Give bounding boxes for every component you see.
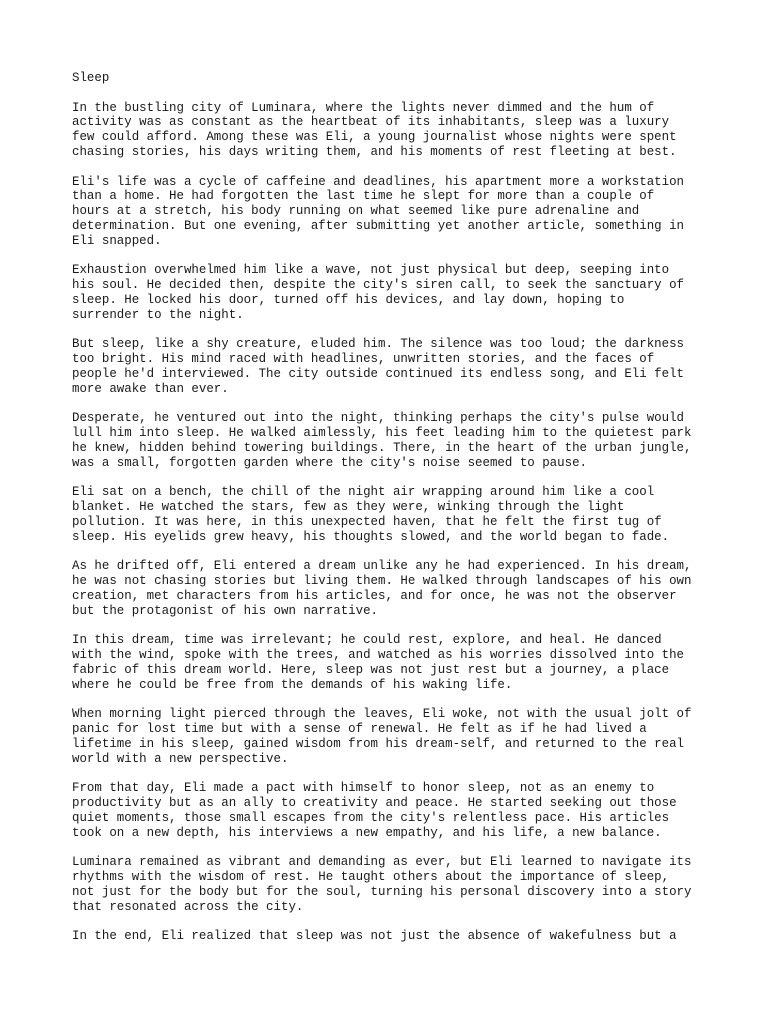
text-line: but the protagonist of his own narrative. [72, 603, 379, 618]
text-line: blanket. He watched the stars, few as they were, winking through the light [72, 500, 625, 515]
document-title: Sleep [72, 71, 110, 85]
text-line: more awake than ever. [72, 381, 229, 396]
text-line: hours at a stretch, his body running on what seemed like pure adrenaline and [72, 204, 640, 219]
text-line: Desperate, he ventured out into the night, thinking perhaps the city's pulse would [72, 411, 685, 426]
text-line: where he could be free from the demands of his waking life. [72, 677, 513, 692]
document-page [72, 71, 712, 959]
paragraph [72, 707, 712, 766]
text-line: he was not chasing stories but living them. He walked through landscapes of his own [72, 574, 692, 589]
paragraph [72, 175, 712, 249]
text-line: surrender to the night. [72, 307, 244, 322]
text-line: As he drifted off, Eli entered a dream unlike any he had experienced. In his dream, [72, 559, 692, 574]
text-line: took on a new depth, his interviews a new empathy, and his life, a new balance. [72, 825, 662, 840]
text-line: When morning light pierced through the leaves, Eli woke, not with the usual jolt of [72, 707, 692, 722]
paragraph [72, 781, 712, 840]
text-line: Exhaustion overwhelmed him like a wave, not just physical but deep, seeping into [72, 263, 670, 278]
text-line: his soul. He decided then, despite the city's siren call, to seek the sanctuary of [72, 278, 685, 293]
text-line: fabric of this dream world. Here, sleep was not just rest but a journey, a place [72, 662, 670, 677]
text-line: not just for the body but for the soul, turning his personal discovery into a story [72, 884, 692, 899]
text-line: But sleep, like a shy creature, eluded him. The silence was too loud; the darkness [72, 337, 685, 352]
paragraph [72, 559, 712, 618]
text-line: productivity but as an ally to creativity and peace. He started seeking out those [72, 796, 677, 811]
paragraph [72, 101, 712, 160]
text-line: he knew, hidden behind towering buildings. There, in the heart of the urban jungle, [72, 440, 692, 455]
text-line: people he'd interviewed. The city outside continued its endless song, and Eli felt [72, 366, 685, 381]
text-line: than a home. He had forgotten the last time he slept for more than a couple of [72, 189, 655, 204]
text-line: From that day, Eli made a pact with himself to honor sleep, not as an enemy to [72, 781, 655, 796]
paragraph [72, 633, 712, 692]
document-body [72, 101, 712, 944]
text-line: pollution. It was here, in this unexpected haven, that he felt the first tug of [72, 514, 662, 529]
text-line: In the end, Eli realized that sleep was not just the absence of wakefulness but a [72, 929, 677, 944]
text-line: sleep. He locked his door, turned off his devices, and lay down, hoping to [72, 292, 625, 307]
paragraph [72, 855, 712, 914]
text-line: that resonated across the city. [72, 899, 304, 914]
text-line: world with a new perspective. [72, 751, 289, 766]
text-line: quiet moments, those small escapes from the city's relentless pace. His articles [72, 810, 670, 825]
text-line: In this dream, time was irrelevant; he could rest, explore, and heal. He danced [72, 633, 662, 648]
text-line: few could afford. Among these was Eli, a young journalist whose nights were spent [72, 130, 677, 145]
text-line: was a small, forgotten garden where the city's noise seemed to pause. [72, 455, 587, 470]
text-line: determination. But one evening, after submitting yet another article, something in [72, 218, 685, 233]
paragraph [72, 337, 712, 396]
paragraph [72, 263, 712, 322]
text-line: creation, met characters from his articles, and for once, he was not the observer [72, 588, 677, 603]
text-line: sleep. His eyelids grew heavy, his thoughts slowed, and the world began to fade. [72, 529, 670, 544]
text-line: Luminara remained as vibrant and demanding as ever, but Eli learned to navigate its [72, 855, 692, 870]
text-line: Eli's life was a cycle of caffeine and deadlines, his apartment more a workstation [72, 174, 685, 189]
paragraph [72, 485, 712, 544]
paragraph [72, 411, 712, 470]
text-line: In the bustling city of Luminara, where the lights never dimmed and the hum of [72, 100, 655, 115]
text-line: lull him into sleep. He walked aimlessly, his feet leading him to the quietest park [72, 426, 692, 441]
text-line: Eli sat on a bench, the chill of the night air wrapping around him like a cool [72, 485, 655, 500]
text-line: activity was as constant as the heartbeat of its inhabitants, sleep was a luxury [72, 115, 670, 130]
text-line: too bright. His mind raced with headlines, unwritten stories, and the faces of [72, 352, 655, 367]
text-line: Eli snapped. [72, 233, 162, 248]
paragraph [72, 929, 712, 944]
text-line: lifetime in his sleep, gained wisdom from his dream-self, and returned to the real [72, 736, 685, 751]
text-line: panic for lost time but with a sense of renewal. He felt as if he had lived a [72, 722, 647, 737]
text-line: chasing stories, his days writing them, and his moments of rest fleeting at best. [72, 144, 677, 159]
text-line: with the wind, spoke with the trees, and watched as his worries dissolved into the [72, 648, 685, 663]
text-line: rhythms with the wisdom of rest. He taught others about the importance of sleep, [72, 870, 670, 885]
